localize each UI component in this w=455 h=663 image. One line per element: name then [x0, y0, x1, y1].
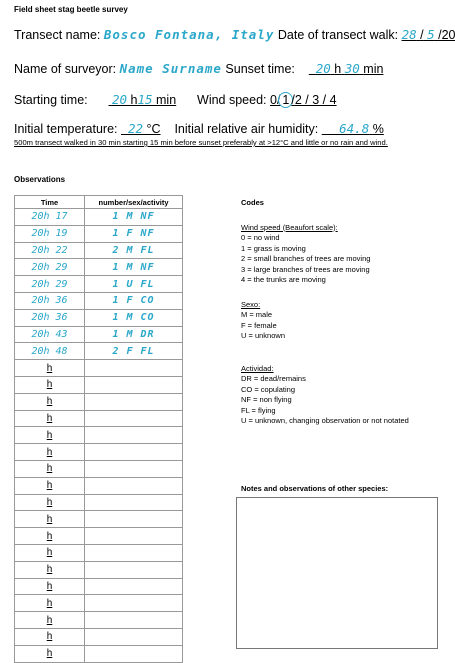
transect-line: Transect name: Bosco Fontana, Italy Date of transect walk: 28 / 5 /20: [14, 27, 455, 42]
activity-cell-empty[interactable]: [85, 528, 183, 545]
sex-codes-title: Sexo:: [241, 299, 261, 309]
sunset-minute[interactable]: 30: [344, 61, 360, 76]
time-cell[interactable]: 20h 17: [15, 209, 85, 226]
transect-value[interactable]: Bosco Fontana, Italy: [103, 27, 275, 42]
activity-cell[interactable]: 1 U FL: [85, 276, 183, 293]
activity-cell-empty[interactable]: [85, 511, 183, 528]
table-row-empty: [15, 511, 183, 528]
activity-cell-empty[interactable]: [85, 460, 183, 477]
table-row-empty: [15, 410, 183, 427]
observations-table: [14, 195, 183, 663]
temperature-value[interactable]: 22: [127, 121, 144, 136]
activity-cell-empty[interactable]: [85, 578, 183, 595]
table-row-empty: [15, 628, 183, 645]
activity-cell-empty[interactable]: [85, 477, 183, 494]
activity-code-item: FL = flying: [241, 405, 276, 415]
table-row-empty: [15, 444, 183, 461]
time-placeholder: h: [46, 496, 53, 508]
activity-cell-empty[interactable]: [85, 376, 183, 393]
activity-cell-empty[interactable]: [85, 494, 183, 511]
activity-cell[interactable]: 1 F CO: [85, 292, 183, 309]
time-cell-empty[interactable]: [15, 578, 85, 595]
time-placeholder: h: [46, 614, 53, 626]
time-placeholder: h: [46, 631, 53, 643]
table-header-activity: number/sex/activity: [85, 196, 183, 209]
surveyor-label: Name of surveyor:: [14, 62, 117, 76]
time-cell[interactable]: 20h 43: [15, 326, 85, 343]
sex-code-item: U = unknown: [241, 331, 285, 340]
table-row: [15, 309, 183, 326]
time-cell-empty[interactable]: [15, 494, 85, 511]
table-row-empty: [15, 477, 183, 494]
time-placeholder: h: [46, 412, 53, 424]
time-cell-empty[interactable]: [15, 444, 85, 461]
time-cell-empty[interactable]: [15, 544, 85, 561]
time-placeholder: h: [46, 530, 53, 542]
sunset-hour[interactable]: 20: [315, 61, 331, 76]
time-cell-empty[interactable]: [15, 628, 85, 645]
time-placeholder: h: [46, 564, 53, 576]
activity-codes: [241, 364, 441, 427]
time-placeholder: h: [46, 379, 53, 391]
time-cell[interactable]: 20h 19: [15, 225, 85, 242]
table-row: [15, 343, 183, 360]
time-cell-empty[interactable]: [15, 561, 85, 578]
start-h-unit: h: [130, 93, 138, 107]
start-hour[interactable]: 20: [111, 92, 128, 107]
activity-cell[interactable]: 2 F FL: [85, 343, 183, 360]
time-placeholder: h: [46, 513, 53, 525]
activity-cell-empty[interactable]: [85, 612, 183, 629]
start-m-unit: min: [156, 93, 177, 107]
table-row-empty: [15, 376, 183, 393]
temperature-unit: °C: [146, 122, 161, 136]
table-row: [15, 242, 183, 259]
activity-code-item: NF = non flying: [241, 395, 292, 404]
activity-cell-empty[interactable]: [85, 595, 183, 612]
humidity-unit: %: [372, 122, 384, 136]
time-cell[interactable]: 20h 36: [15, 309, 85, 326]
sunset-label: Sunset time:: [225, 62, 295, 76]
time-placeholder: h: [46, 480, 53, 492]
temperature-label: Initial temperature:: [14, 122, 118, 136]
wind-codes: [241, 223, 441, 286]
wind-options-rest[interactable]: 2 / 3 / 4: [294, 93, 337, 107]
table-row-empty: [15, 460, 183, 477]
time-placeholder: h: [46, 547, 53, 559]
table-row: [15, 292, 183, 309]
sunset-h-unit: h: [334, 62, 342, 76]
wind-code-item: 0 = no wind: [241, 233, 280, 242]
activity-cell-empty[interactable]: [85, 645, 183, 662]
table-row: [15, 276, 183, 293]
time-cell[interactable]: 20h 48: [15, 343, 85, 360]
wind-separator: /: [291, 93, 295, 107]
table-row-empty: [15, 578, 183, 595]
time-placeholder: h: [46, 396, 53, 408]
time-placeholder: h: [46, 362, 53, 374]
activity-cell-empty[interactable]: [85, 628, 183, 645]
table-row: [15, 326, 183, 343]
notes-box[interactable]: [236, 497, 438, 649]
activity-cell-empty[interactable]: [85, 393, 183, 410]
wind-codes-title: Wind speed (Beaufort scale):: [241, 222, 338, 232]
start-minute[interactable]: 15: [137, 92, 153, 107]
table-row-empty: [15, 645, 183, 662]
wind-option-0[interactable]: 0: [269, 93, 277, 107]
table-row-empty: [15, 561, 183, 578]
activity-cell[interactable]: 1 F NF: [85, 225, 183, 242]
table-header-time: Time: [15, 196, 85, 209]
observations-heading: Observations: [14, 175, 66, 184]
activity-cell[interactable]: 1 M CO: [85, 309, 183, 326]
time-cell[interactable]: 20h 22: [15, 242, 85, 259]
humidity-label: Initial relative air humidity:: [174, 122, 319, 136]
activity-cell[interactable]: 1 M NF: [85, 259, 183, 276]
time-placeholder: h: [46, 429, 53, 441]
time-cell-empty[interactable]: [15, 645, 85, 662]
activity-cell-empty[interactable]: [85, 444, 183, 461]
date-month[interactable]: 5: [427, 27, 435, 42]
time-cell-empty[interactable]: [15, 460, 85, 477]
activity-cell-empty[interactable]: [85, 561, 183, 578]
table-row-empty: [15, 427, 183, 444]
wind-code-item: 2 = small branches of trees are moving: [241, 254, 371, 263]
activity-cell-empty[interactable]: [85, 410, 183, 427]
wind-option-1-circled[interactable]: 1: [278, 92, 293, 108]
time-cell-empty[interactable]: [15, 595, 85, 612]
table-row-empty: [15, 494, 183, 511]
table-row-empty: [15, 612, 183, 629]
date-label: Date of transect walk:: [277, 28, 399, 42]
sex-code-item: F = female: [241, 320, 277, 330]
time-cell-empty[interactable]: [15, 612, 85, 629]
wind-code-item: 4 = the trunks are moving: [241, 275, 326, 284]
time-placeholder: h: [46, 463, 53, 475]
activity-cell-empty[interactable]: [85, 360, 183, 377]
table-row: [15, 209, 183, 226]
activity-code-item: DR = dead/remains: [241, 374, 306, 383]
time-placeholder: h: [46, 648, 53, 660]
humidity-value[interactable]: 64.8: [339, 121, 370, 136]
sheet-title: Field sheet stag beetle survey: [14, 5, 128, 14]
time-cell-empty[interactable]: [15, 477, 85, 494]
time-placeholder: h: [46, 597, 53, 609]
protocol-note: 500m transect walked in 30 min starting 15 min before sunset preferably at >12°C and little or no rain and wind.: [14, 138, 388, 147]
codes-title: Codes: [241, 198, 264, 207]
time-cell-empty[interactable]: [15, 376, 85, 393]
notes-title: Notes and observations of other species:: [241, 484, 389, 493]
table-row-empty: [15, 528, 183, 545]
time-cell[interactable]: 20h 29: [15, 276, 85, 293]
table-row-empty: [15, 393, 183, 410]
transect-label: Transect name:: [14, 28, 101, 42]
table-row-empty: [15, 360, 183, 377]
activity-code-item: U = unknown, changing observation or not notated: [241, 416, 409, 425]
wind-code-item: 3 = large branches of trees are moving: [241, 264, 370, 274]
wind-label: Wind speed:: [197, 93, 267, 107]
table-row-empty: [15, 544, 183, 561]
activity-cell[interactable]: 2 M FL: [85, 242, 183, 259]
activity-cell[interactable]: 1 M DR: [85, 326, 183, 343]
activity-cell[interactable]: 1 M NF: [85, 209, 183, 226]
time-cell-empty[interactable]: [15, 427, 85, 444]
table-row: [15, 225, 183, 242]
sex-codes: [241, 300, 441, 342]
start-label: Starting time:: [14, 93, 88, 107]
time-placeholder: h: [46, 580, 53, 592]
time-cell-empty[interactable]: [15, 360, 85, 377]
time-cell-empty[interactable]: [15, 410, 85, 427]
time-cell-empty[interactable]: [15, 528, 85, 545]
wind-code-item: 1 = grass is moving: [241, 243, 306, 253]
time-cell[interactable]: 20h 36: [15, 292, 85, 309]
time-cell-empty[interactable]: [15, 511, 85, 528]
activity-cell-empty[interactable]: [85, 427, 183, 444]
activity-cell-empty[interactable]: [85, 544, 183, 561]
sunset-m-unit: min: [363, 62, 384, 76]
table-row: [15, 259, 183, 276]
time-cell[interactable]: 20h 29: [15, 259, 85, 276]
date-year: /20: [438, 28, 455, 42]
temperature-line: [14, 121, 384, 136]
sex-code-item: M = male: [241, 310, 273, 319]
date-day[interactable]: 28: [401, 27, 417, 42]
codes-legend: [241, 198, 441, 439]
table-row-empty: [15, 595, 183, 612]
activity-code-item: CO = copulating: [241, 384, 295, 394]
surveyor-value[interactable]: Name Surname: [119, 61, 222, 76]
start-line: [14, 92, 337, 108]
time-cell-empty[interactable]: [15, 393, 85, 410]
time-placeholder: h: [46, 446, 53, 458]
surveyor-line: [14, 61, 383, 76]
activity-codes-title: Actividad:: [241, 363, 274, 373]
wind-separator: /: [276, 93, 281, 107]
